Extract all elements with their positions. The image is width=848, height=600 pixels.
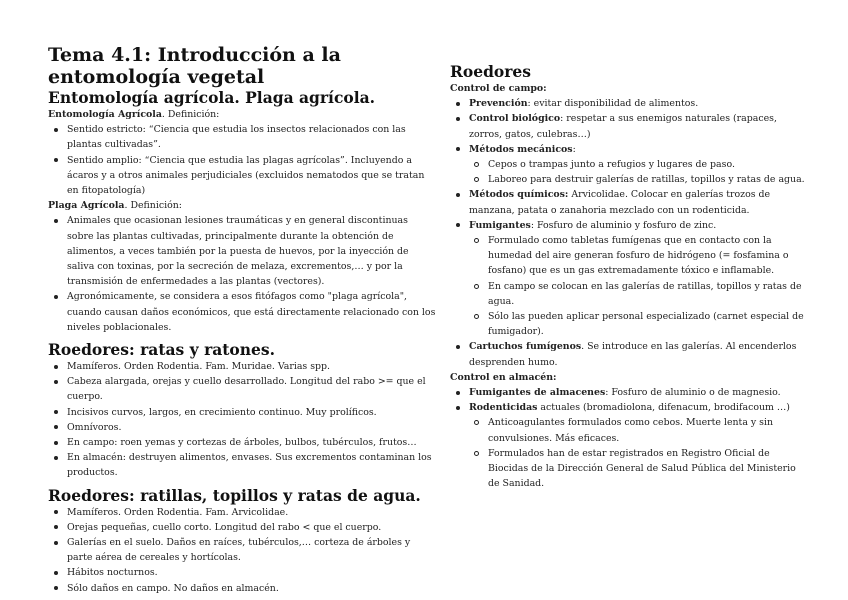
ratillas-list: [48, 505, 436, 596]
page-title: Tema 4.1: Introducción a la entomología vegetal: [48, 44, 341, 88]
list-item-fumigantes: Fumigantes: Fosfuro de aluminio y fosfuro de zinc. Formulado como tabletas fumígenas que en contacto con la humedad del aire generan fosfuro de hidrógeno (= fosfamina o fosfano) que es un gas extremadamente tóxico e inflamable. En campo se colocan en las galerías de ratillas, topillos y ratas de agua. Sólo las pueden aplicar personal especializado (carnet especial de fumigador).: [450, 218, 806, 340]
left-column: [48, 40, 436, 596]
list-item: Omnívoros.: [48, 420, 436, 435]
list-item: Animales que ocasionan lesiones traumáticas y en general discontinuas sobre las plantas cultivadas, principalmente durante la obtención de alimentos, a veces también por la puesta de huevos, por la inyección de saliva con toxinas, por la secreción de melaza, excrementos,… y por la transmisión de enfermedades a las plantas (vectores).: [48, 213, 436, 289]
sub-list-item: Anticoagulantes formulados como cebos. Muerte lenta y sin convulsiones. Más eficaces.: [469, 415, 806, 445]
list-item-rodenticidas: Rodenticidas actuales (bromadiolona, difenacum, brodifacoum …) Anticoagulantes formulados como cebos. Muerte lenta y sin convulsiones. Más eficaces. Formulados han de estar registrados en Registro Oficial de Biocidas de la Dirección General de Salud Pública del Ministerio de Sanidad.: [450, 400, 806, 491]
list-item: Orejas pequeñas, cuello corto. Longitud del rabo < que el cuerpo.: [48, 520, 436, 535]
list-item: Hábitos nocturnos.: [48, 565, 436, 580]
sub-list-item: Sólo las pueden aplicar personal especializado (carnet especial de fumigador).: [469, 309, 806, 339]
list-item-fumigantes-almacenes: Fumigantes de almacenes: Fosfuro de aluminio o de magnesio.: [450, 385, 806, 400]
sub-list-item: Formulados han de estar registrados en Registro Oficial de Biocidas de la Dirección General de Salud Pública del Ministerio de Sanidad.: [469, 446, 806, 492]
list-item: Galerías en el suelo. Daños en raíces, tubérculos,… corteza de árboles y parte aérea de cereales y hortícolas.: [48, 535, 436, 565]
list-item: En campo: roen yemas y cortezas de árboles, bulbos, tubérculos, frutos…: [48, 435, 436, 450]
list-item: Sentido estricto: “Ciencia que estudia los insectos relacionados con las plantas cultivadas”.: [48, 122, 436, 152]
rodenticidas-sublist: [469, 415, 806, 491]
control-campo-list: [450, 96, 806, 370]
list-item-prevencion: Prevención: evitar disponibilidad de alimentos.: [450, 96, 806, 111]
section-heading-roedores: Roedores: [450, 62, 532, 81]
entomologia-definition-label: Entomología Agrícola. Definición:: [48, 109, 220, 120]
control-almacen-label: Control en almacén:: [450, 371, 557, 383]
list-item: En almacén: destruyen alimentos, envases. Sus excrementos contaminan los productos.: [48, 450, 436, 480]
control-almacen-list: [450, 385, 806, 491]
sub-list-item: Laboreo para destruir galerías de ratillas, topillos y ratas de agua.: [469, 172, 806, 187]
sub-list-item: Cepos o trampas junto a refugios y lugares de paso.: [469, 157, 806, 172]
list-item-control-biologico: Control biológico: respetar a sus enemigos naturales (rapaces, zorros, gatos, culebras…): [450, 111, 806, 141]
list-item: Sentido amplio: “Ciencia que estudia las plagas agrícolas”. Incluyendo a ácaros y a otros animales perjudiciales (excluidos nematodos que se tratan en fitopatología): [48, 153, 436, 199]
list-item: Mamíferos. Orden Rodentia. Fam. Arvicolidae.: [48, 505, 436, 520]
list-item: Cabeza alargada, orejas y cuello desarrollado. Longitud del rabo >= que el cuerpo.: [48, 374, 436, 404]
list-item: Mamíferos. Orden Rodentia. Fam. Muridae. Varias spp.: [48, 359, 436, 374]
section-heading-entomologia: Entomología agrícola. Plaga agrícola.: [48, 88, 376, 107]
section-heading-ratas-ratones: Roedores: ratas y ratones.: [48, 340, 276, 360]
list-item: Sólo daños en campo. No daños en almacén.: [48, 581, 436, 596]
section-heading-ratillas: Roedores: ratillas, topillos y ratas de agua.: [48, 485, 421, 505]
list-item: Agronómicamente, se considera a esos fitófagos como "plaga agrícola", cuando causan daños económicos, que está directamente relacionado con los niveles poblacionales.: [48, 289, 436, 335]
fumigantes-sublist: [469, 233, 806, 339]
list-item-cartuchos: Cartuchos fumígenos. Se introduce en las galerías. Al encenderlos desprenden humo.: [450, 339, 806, 369]
entomologia-definition-list: [48, 122, 436, 198]
plaga-definition-list: [48, 213, 436, 335]
sub-list-item: En campo se colocan en las galerías de ratillas, topillos y ratas de agua.: [469, 279, 806, 309]
plaga-definition-label: Plaga Agrícola. Definición:: [48, 200, 182, 212]
list-item: Incisivos curvos, largos, en crecimiento continuo. Muy prolíficos.: [48, 405, 436, 420]
sub-list-item: Formulado como tabletas fumígenas que en contacto con la humedad del aire generan fosfuro de hidrógeno (= fosfamina o fosfano) que es un gas extremadamente tóxico e inflamable.: [469, 233, 806, 279]
control-campo-label: Control de campo:: [450, 83, 547, 94]
ratas-ratones-list: [48, 359, 436, 481]
list-item-metodos-quimicos: Métodos químicos: Arvicolidae. Colocar en galerías trozos de manzana, patata o zanahoria mezclado con un rodenticida.: [450, 187, 806, 217]
list-item-metodos-mecanicos: Métodos mecánicos: Cepos o trampas junto a refugios y lugares de paso. Laboreo para destruir galerías de ratillas, topillos y ratas de agua.: [450, 142, 806, 188]
metodos-mecanicos-sublist: [469, 157, 806, 187]
right-column: [450, 62, 806, 491]
